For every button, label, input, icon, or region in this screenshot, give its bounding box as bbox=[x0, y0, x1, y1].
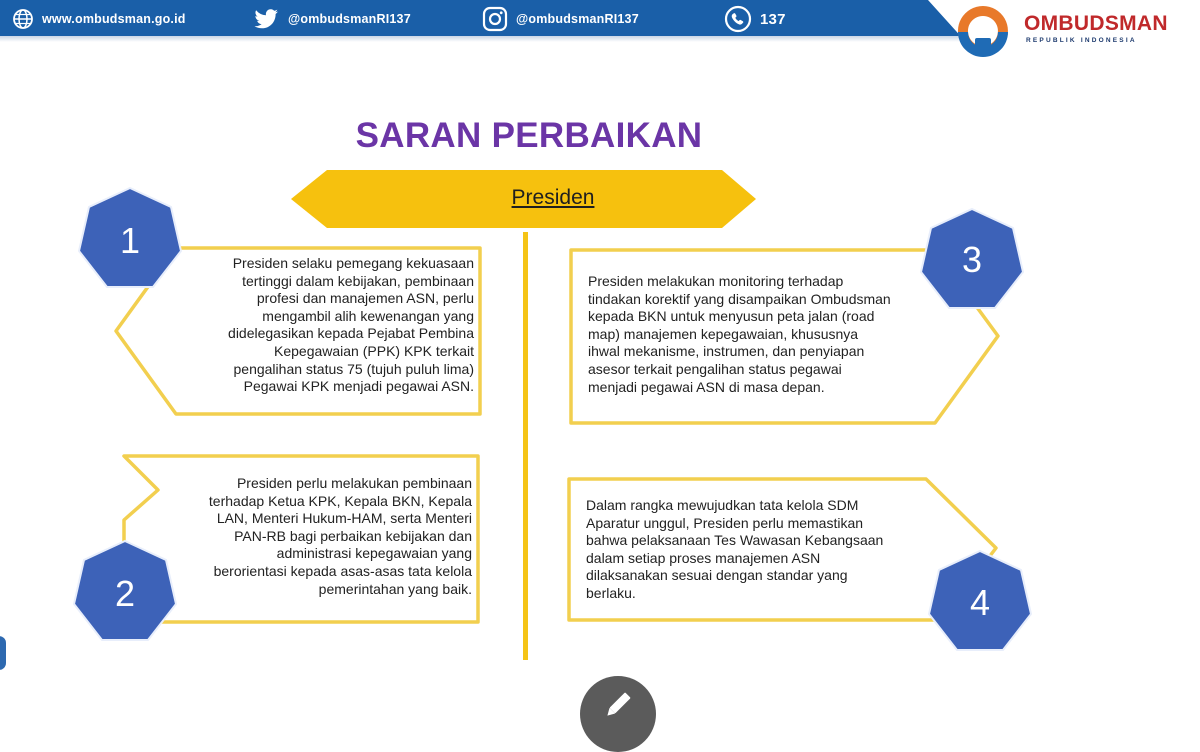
text-line: ihwal mekanisme, instrumen, dan penyiapan bbox=[588, 343, 865, 360]
text-block-3 bbox=[588, 273, 938, 396]
slide-title: SARAN PERBAIKAN bbox=[355, 116, 703, 155]
text-line: LAN, Menteri Hukum-HAM, serta Menteri bbox=[216, 510, 472, 527]
instagram-label: @ombudsmanRI137 bbox=[516, 12, 639, 26]
text-line: Aparatur unggul, Presiden perlu memastikan bbox=[586, 514, 864, 531]
phone-label: 137 bbox=[760, 10, 786, 28]
text-line: berlaku. bbox=[586, 584, 636, 601]
text-line: dalam setiap proses manajemen ASN bbox=[586, 549, 821, 566]
text-line: pengalihan status 75 (tujuh puluh lima) bbox=[233, 360, 474, 377]
text-line: Pegawai KPK menjadi pegawai ASN. bbox=[243, 378, 474, 395]
text-block-1 bbox=[180, 255, 474, 396]
twitter-label: @ombudsmanRI137 bbox=[288, 12, 411, 26]
website-label: www.ombudsman.go.id bbox=[42, 12, 186, 26]
number-4: 4 bbox=[969, 582, 991, 623]
text-line: kepada BKN untuk menyusun peta jalan (road bbox=[588, 308, 875, 325]
text-line: Presiden selaku pemegang kekuasaan bbox=[232, 255, 474, 271]
text-line: profesi dan manajemen ASN, perlu bbox=[256, 290, 474, 307]
text-line: mengambil alih kewenangan yang bbox=[262, 307, 474, 324]
banner-label: Presiden bbox=[511, 186, 595, 209]
text-line: dilaksanakan sesuai dengan standar yang bbox=[586, 567, 848, 584]
center-line bbox=[523, 232, 528, 660]
text-line: menjadi pegawai ASN di masa depan. bbox=[588, 378, 825, 395]
text-line: asesor terkait pengalihan status pegawai bbox=[588, 360, 842, 377]
number-2: 2 bbox=[114, 573, 136, 614]
text-line: map) manajemen kepegawaian, khususnya bbox=[588, 325, 859, 342]
text-line: administrasi kepegawaian yang bbox=[276, 545, 472, 562]
text-line: Presiden perlu melakukan pembinaan bbox=[236, 475, 472, 491]
text-line: Presiden melakukan monitoring terhadap bbox=[588, 273, 844, 289]
text-line: pemerintahan yang baik. bbox=[318, 580, 472, 597]
text-block-2 bbox=[160, 475, 472, 598]
annotation-pencil-button[interactable] bbox=[580, 676, 656, 752]
text-line: didelegasikan kepada Pejabat Pembina bbox=[228, 325, 474, 342]
text-line: bahwa pelaksanaan Tes Wawasan Kebangsaan bbox=[586, 532, 884, 549]
number-3: 3 bbox=[961, 239, 983, 280]
text-line: tertinggi dalam kebijakan, pembinaan bbox=[242, 272, 474, 289]
text-line: terhadap Ketua KPK, Kepala BKN, Kepala bbox=[208, 492, 472, 509]
text-block-4 bbox=[586, 497, 931, 603]
text-line: PAN-RB bagi perbaikan kebijakan dan bbox=[234, 527, 472, 544]
text-line: tindakan korektif yang disampaikan Ombudsman bbox=[588, 290, 891, 307]
text-line: Dalam rangka mewujudkan tata kelola SDM bbox=[586, 497, 859, 513]
number-1: 1 bbox=[119, 220, 141, 261]
logo-name: OMBUDSMAN bbox=[1024, 12, 1168, 35]
pencil-icon bbox=[601, 688, 635, 722]
text-line: Kepegawaian (PPK) KPK terkait bbox=[274, 342, 474, 359]
side-handle[interactable] bbox=[0, 636, 6, 670]
logo-subtitle: REPUBLIK INDONESIA bbox=[1026, 37, 1137, 44]
text-line: berorientasi kepada asas-asas tata kelola bbox=[213, 562, 472, 579]
